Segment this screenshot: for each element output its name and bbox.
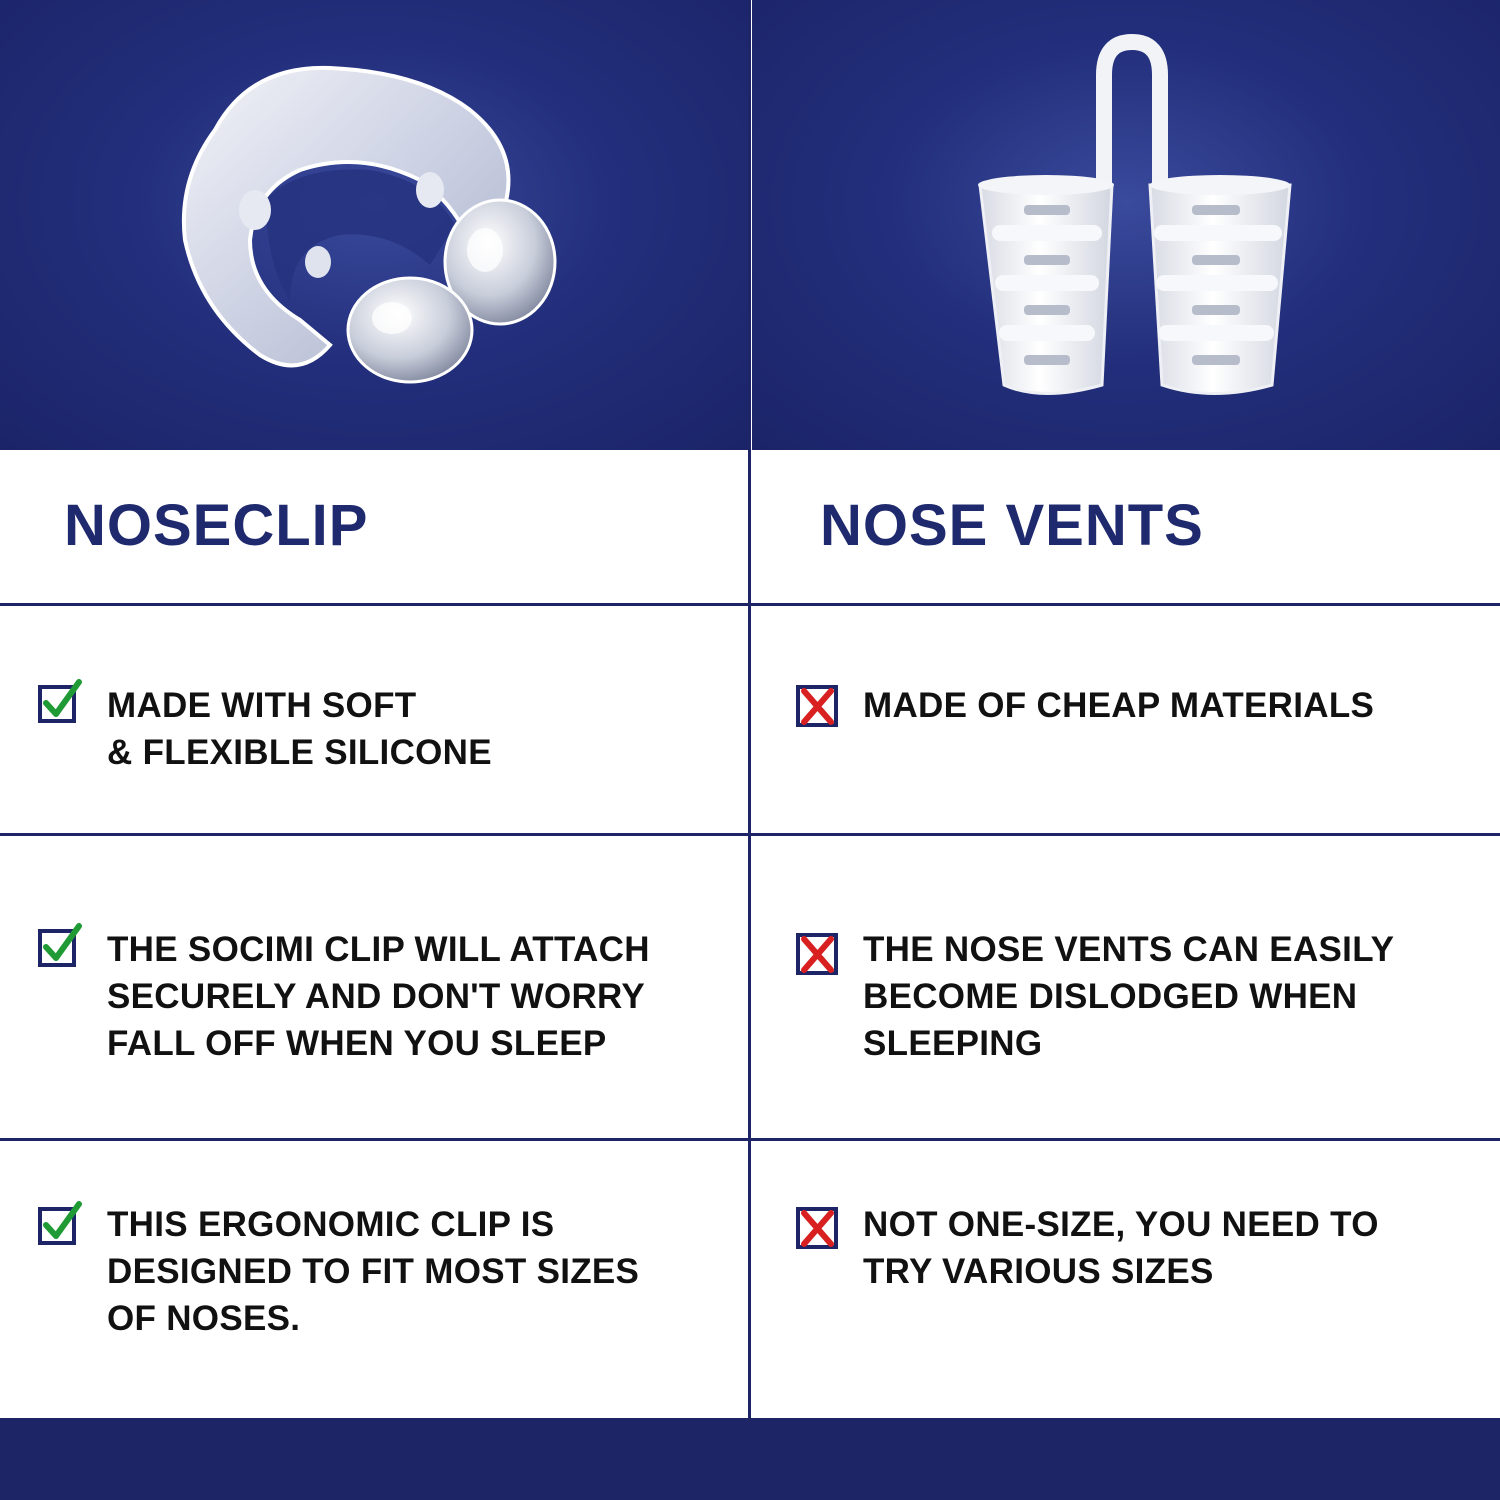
check-icon bbox=[37, 1200, 83, 1246]
cross-icon bbox=[795, 930, 841, 976]
footer-band bbox=[0, 1418, 1500, 1500]
noseclip-feature-1: MADE WITH SOFT & FLEXIBLE SILICONE bbox=[107, 686, 492, 772]
nose-vents-feature-1: MADE OF CHEAP MATERIALS bbox=[863, 686, 1375, 725]
check-icon bbox=[37, 922, 83, 968]
nose-vents-feature-3: NOT ONE-SIZE, YOU NEED TO TRY VARIOUS SIZES bbox=[863, 1205, 1379, 1291]
nose-vents-illustration bbox=[752, 0, 1500, 450]
cross-icon bbox=[795, 1204, 841, 1250]
check-icon bbox=[37, 678, 83, 724]
noseclip-feature-3: THIS ERGONOMIC CLIP IS DESIGNED TO FIT MOST SIZES OF NOSES. bbox=[107, 1205, 640, 1338]
nose-vents-feature-2: THE NOSE VENTS CAN EASILY BECOME DISLODGED WHEN SLEEPING bbox=[863, 930, 1395, 1063]
row-divider bbox=[0, 1138, 1500, 1141]
noseclip-heading: NOSECLIP bbox=[64, 493, 369, 558]
cross-icon bbox=[795, 682, 841, 728]
left-vent bbox=[978, 175, 1114, 394]
nose-clip-illustration bbox=[0, 0, 748, 450]
noseclip-feature-2: THE SOCIMI CLIP WILL ATTACH SECURELY AND DON'T WORRY FALL OFF WHEN YOU SLEEP bbox=[107, 930, 650, 1063]
column-divider bbox=[748, 0, 751, 1500]
row-divider bbox=[0, 833, 1500, 836]
right-vent bbox=[1150, 175, 1290, 394]
nose-vents-image-panel bbox=[752, 0, 1500, 450]
row-divider bbox=[0, 603, 1500, 606]
nose-vents-heading: NOSE VENTS bbox=[820, 493, 1204, 558]
noseclip-image-panel bbox=[0, 0, 748, 450]
